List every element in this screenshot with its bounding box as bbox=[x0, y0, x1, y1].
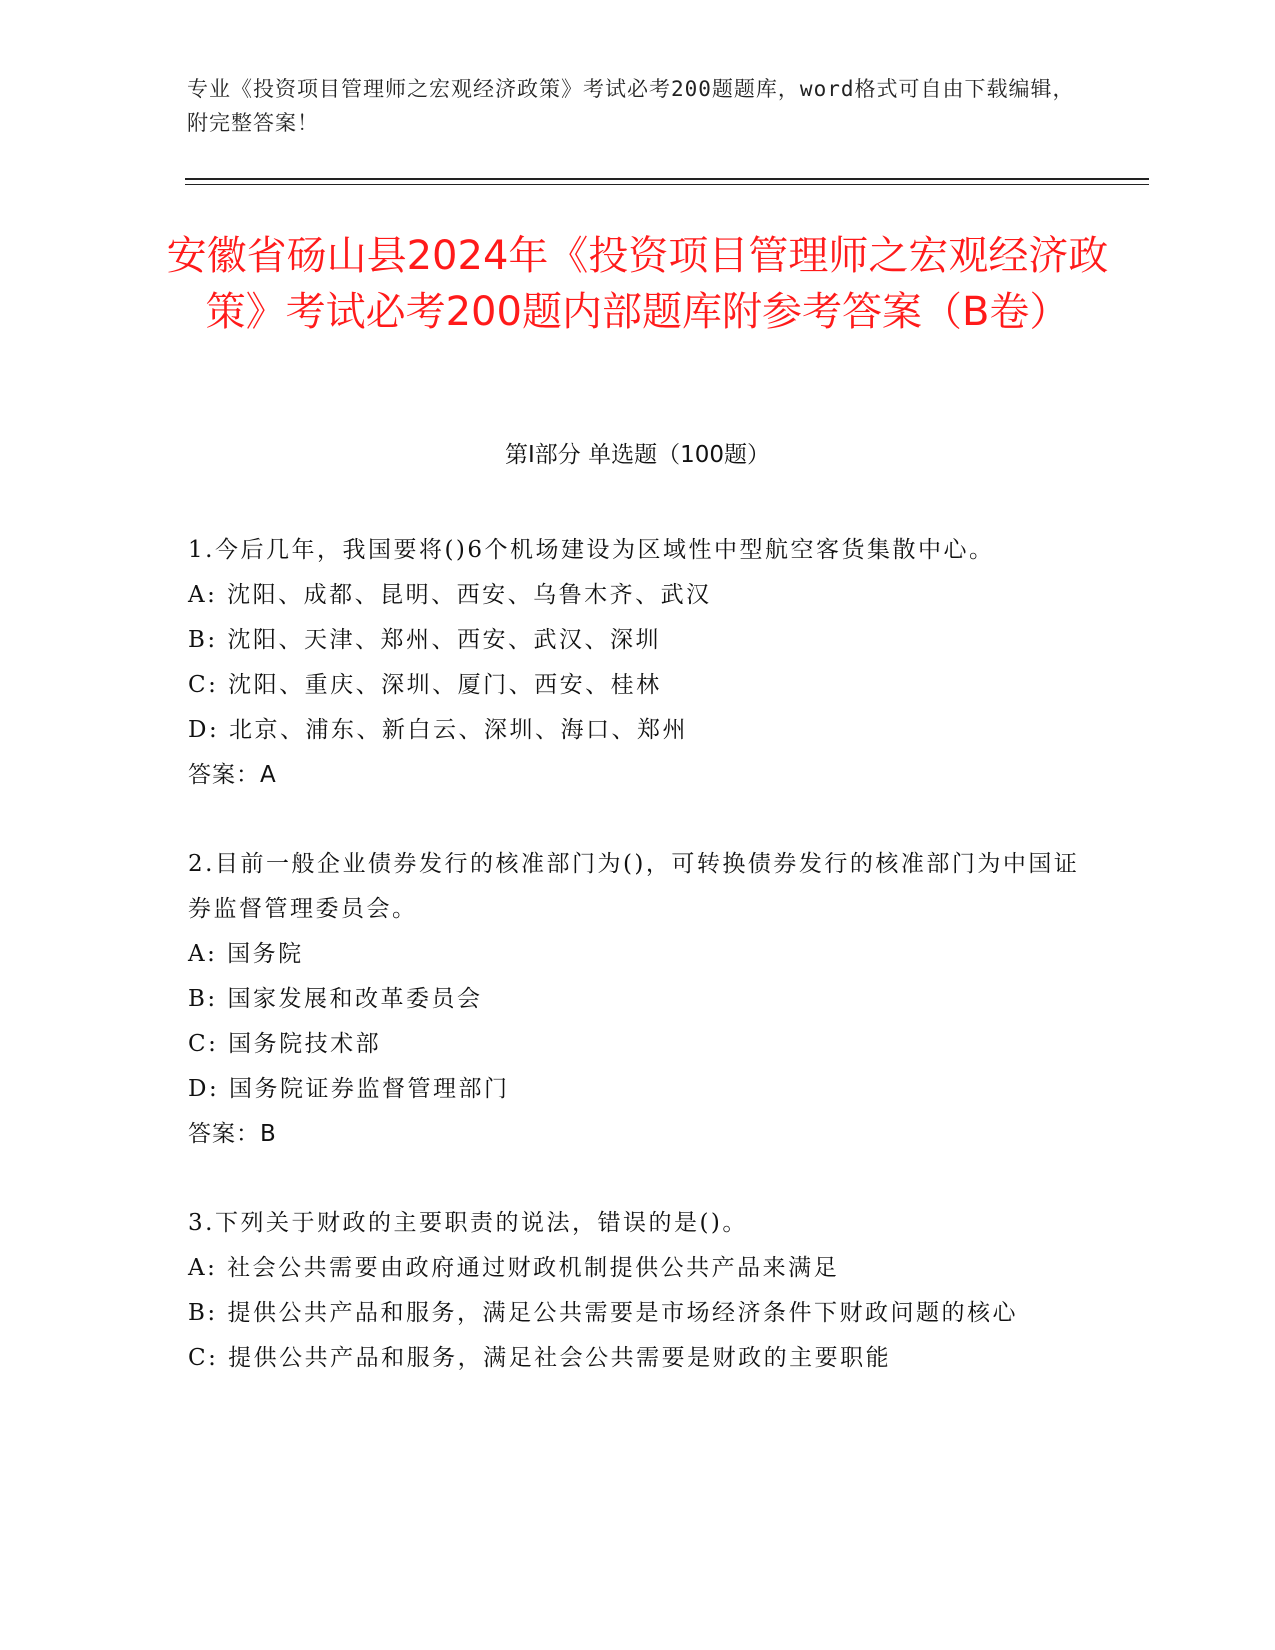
option-a: A: 国务院 bbox=[188, 941, 304, 967]
question-stem: 2.目前一般企业债券发行的核准部门为()，可转换债券发行的核准部门为中国证券监督管理委员会。 bbox=[188, 851, 1080, 922]
option-a: A: 社会公共需要由政府通过财政机制提供公共产品来满足 bbox=[188, 1255, 840, 1281]
header-rule-thin bbox=[185, 184, 1149, 185]
answer: 答案：A bbox=[188, 762, 277, 788]
option-b: B: 国家发展和改革委员会 bbox=[188, 986, 483, 1012]
question-stem: 1.今后几年，我国要将()6个机场建设为区域性中型航空客货集散中心。 bbox=[188, 537, 995, 563]
header-rule-thick bbox=[185, 178, 1149, 180]
option-a: A: 沈阳、成都、昆明、西安、乌鲁木齐、武汉 bbox=[188, 582, 712, 608]
option-d: D: 北京、浦东、新白云、深圳、海口、郑州 bbox=[188, 717, 689, 743]
option-c: C: 提供公共产品和服务，满足社会公共需要是财政的主要职能 bbox=[188, 1345, 892, 1371]
section-title: 第I部分 单选题（100题） bbox=[505, 442, 770, 468]
question-list bbox=[188, 528, 1088, 1425]
option-b: B: 提供公共产品和服务，满足公共需要是市场经济条件下财政问题的核心 bbox=[188, 1300, 1018, 1326]
option-b: B: 沈阳、天津、郑州、西安、武汉、深圳 bbox=[188, 627, 661, 653]
question-stem: 3.下列关于财政的主要职责的说法，错误的是()。 bbox=[188, 1210, 748, 1236]
question-2 bbox=[188, 842, 1088, 1157]
option-c: C: 沈阳、重庆、深圳、厦门、西安、桂林 bbox=[188, 672, 662, 698]
document-title: 安徽省砀山县2024年《投资项目管理师之宏观经济政策》考试必考200题内部题库附参考答案（B卷） bbox=[166, 233, 1109, 335]
option-c: C: 国务院技术部 bbox=[188, 1031, 382, 1057]
answer: 答案：B bbox=[188, 1121, 277, 1147]
question-3 bbox=[188, 1201, 1088, 1381]
question-1 bbox=[188, 528, 1088, 798]
header-note: 专业《投资项目管理师之宏观经济政策》考试必考200题题库，word格式可自由下载编辑，附完整答案！ bbox=[187, 77, 1075, 135]
option-d: D: 国务院证券监督管理部门 bbox=[188, 1076, 510, 1102]
